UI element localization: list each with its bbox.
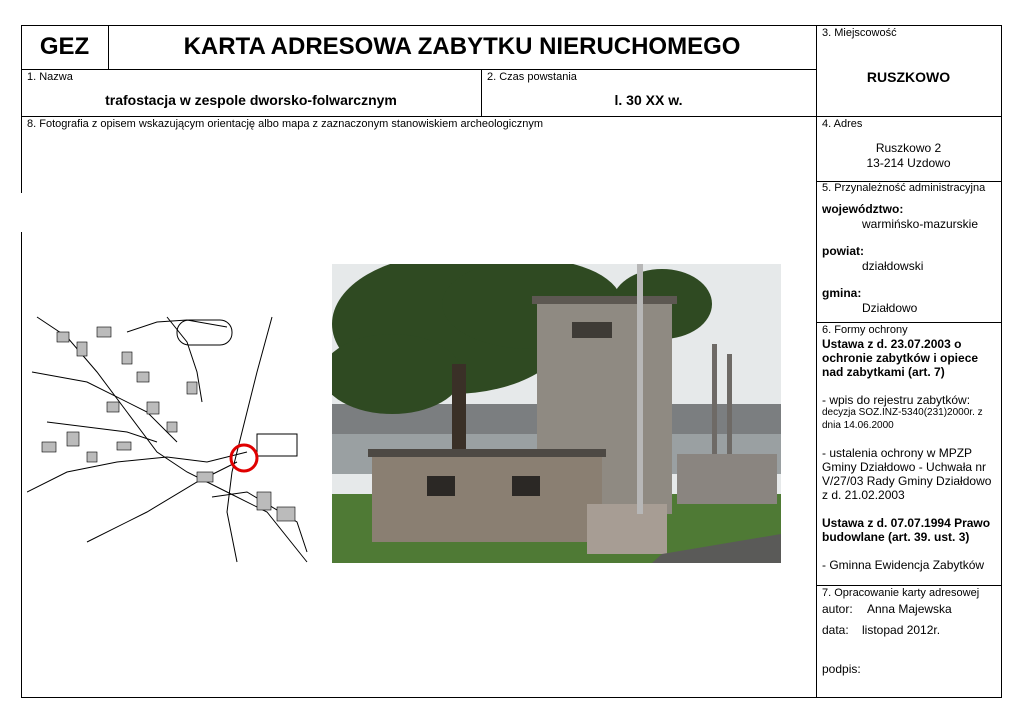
header-code: GEZ <box>39 33 90 60</box>
locality-label: 3. Miejscowość <box>822 27 897 39</box>
author-section-label: 7. Opracowanie karty adresowej <box>822 587 980 599</box>
protection-label: 6. Formy ochrony <box>822 324 908 336</box>
photo-label: 8. Fotografia z opisem wskazującym orientację albo mapa z zaznaczonym stanowiskiem archeologicznym <box>27 118 544 130</box>
voivodeship-label: województwo: <box>822 202 904 216</box>
locality-value: RUSZKOWO <box>866 69 951 85</box>
protection-act1: Ustawa z d. 23.07.2003 o ochronie zabytków i opiece nad zabytkami (art. 7) <box>822 337 979 379</box>
protection-register: - wpis do rejestru zabytków: <box>822 393 971 407</box>
name-value: trafostacja w zespole dworsko-folwarcznym <box>105 92 397 108</box>
name-label: 1. Nazwa <box>27 71 73 83</box>
address-line2: 13-214 Uzdowo <box>866 156 951 170</box>
protection-act2: Ustawa z d. 07.07.1994 Prawo budowlane (art. 39. ust. 3) <box>822 516 991 544</box>
signature-label: podpis: <box>822 662 861 676</box>
protection-gez: - Gminna Ewidencja Zabytków <box>822 558 985 572</box>
author-label: autor: <box>822 602 853 616</box>
protection-mpzp: - ustalenia ochrony w MPZP Gminy Działdowo - Uchwała nr V/27/03 Rady Gminy Działdowo z d. 21.02.2003 <box>822 446 992 502</box>
location-map <box>27 312 317 567</box>
admin-label: 5. Przynależność administracyjna <box>822 182 986 194</box>
date-value-2: listopad 2012r. <box>862 623 941 637</box>
commune-label: gmina: <box>822 286 862 300</box>
page-title: KARTA ADRESOWA ZABYTKU NIERUCHOMEGO <box>183 33 741 60</box>
county-value: działdowski <box>862 259 924 273</box>
author-value: Anna Majewska <box>867 602 952 616</box>
voivodeship-value: warmińsko-mazurskie <box>862 217 979 231</box>
monument-photo <box>332 264 781 563</box>
date-label: 2. Czas powstania <box>487 71 577 83</box>
date-value: l. 30 XX w. <box>614 92 683 108</box>
address-line1: Ruszkowo 2 <box>875 141 942 155</box>
date-label-2: data: <box>822 623 849 637</box>
address-label: 4. Adres <box>822 118 863 130</box>
commune-value: Działdowo <box>862 301 918 315</box>
protection-decision: decyzja SOZ.INZ-5340(231)2000r. z dnia 14.06.2000 <box>822 407 983 431</box>
county-label: powiat: <box>822 244 864 258</box>
